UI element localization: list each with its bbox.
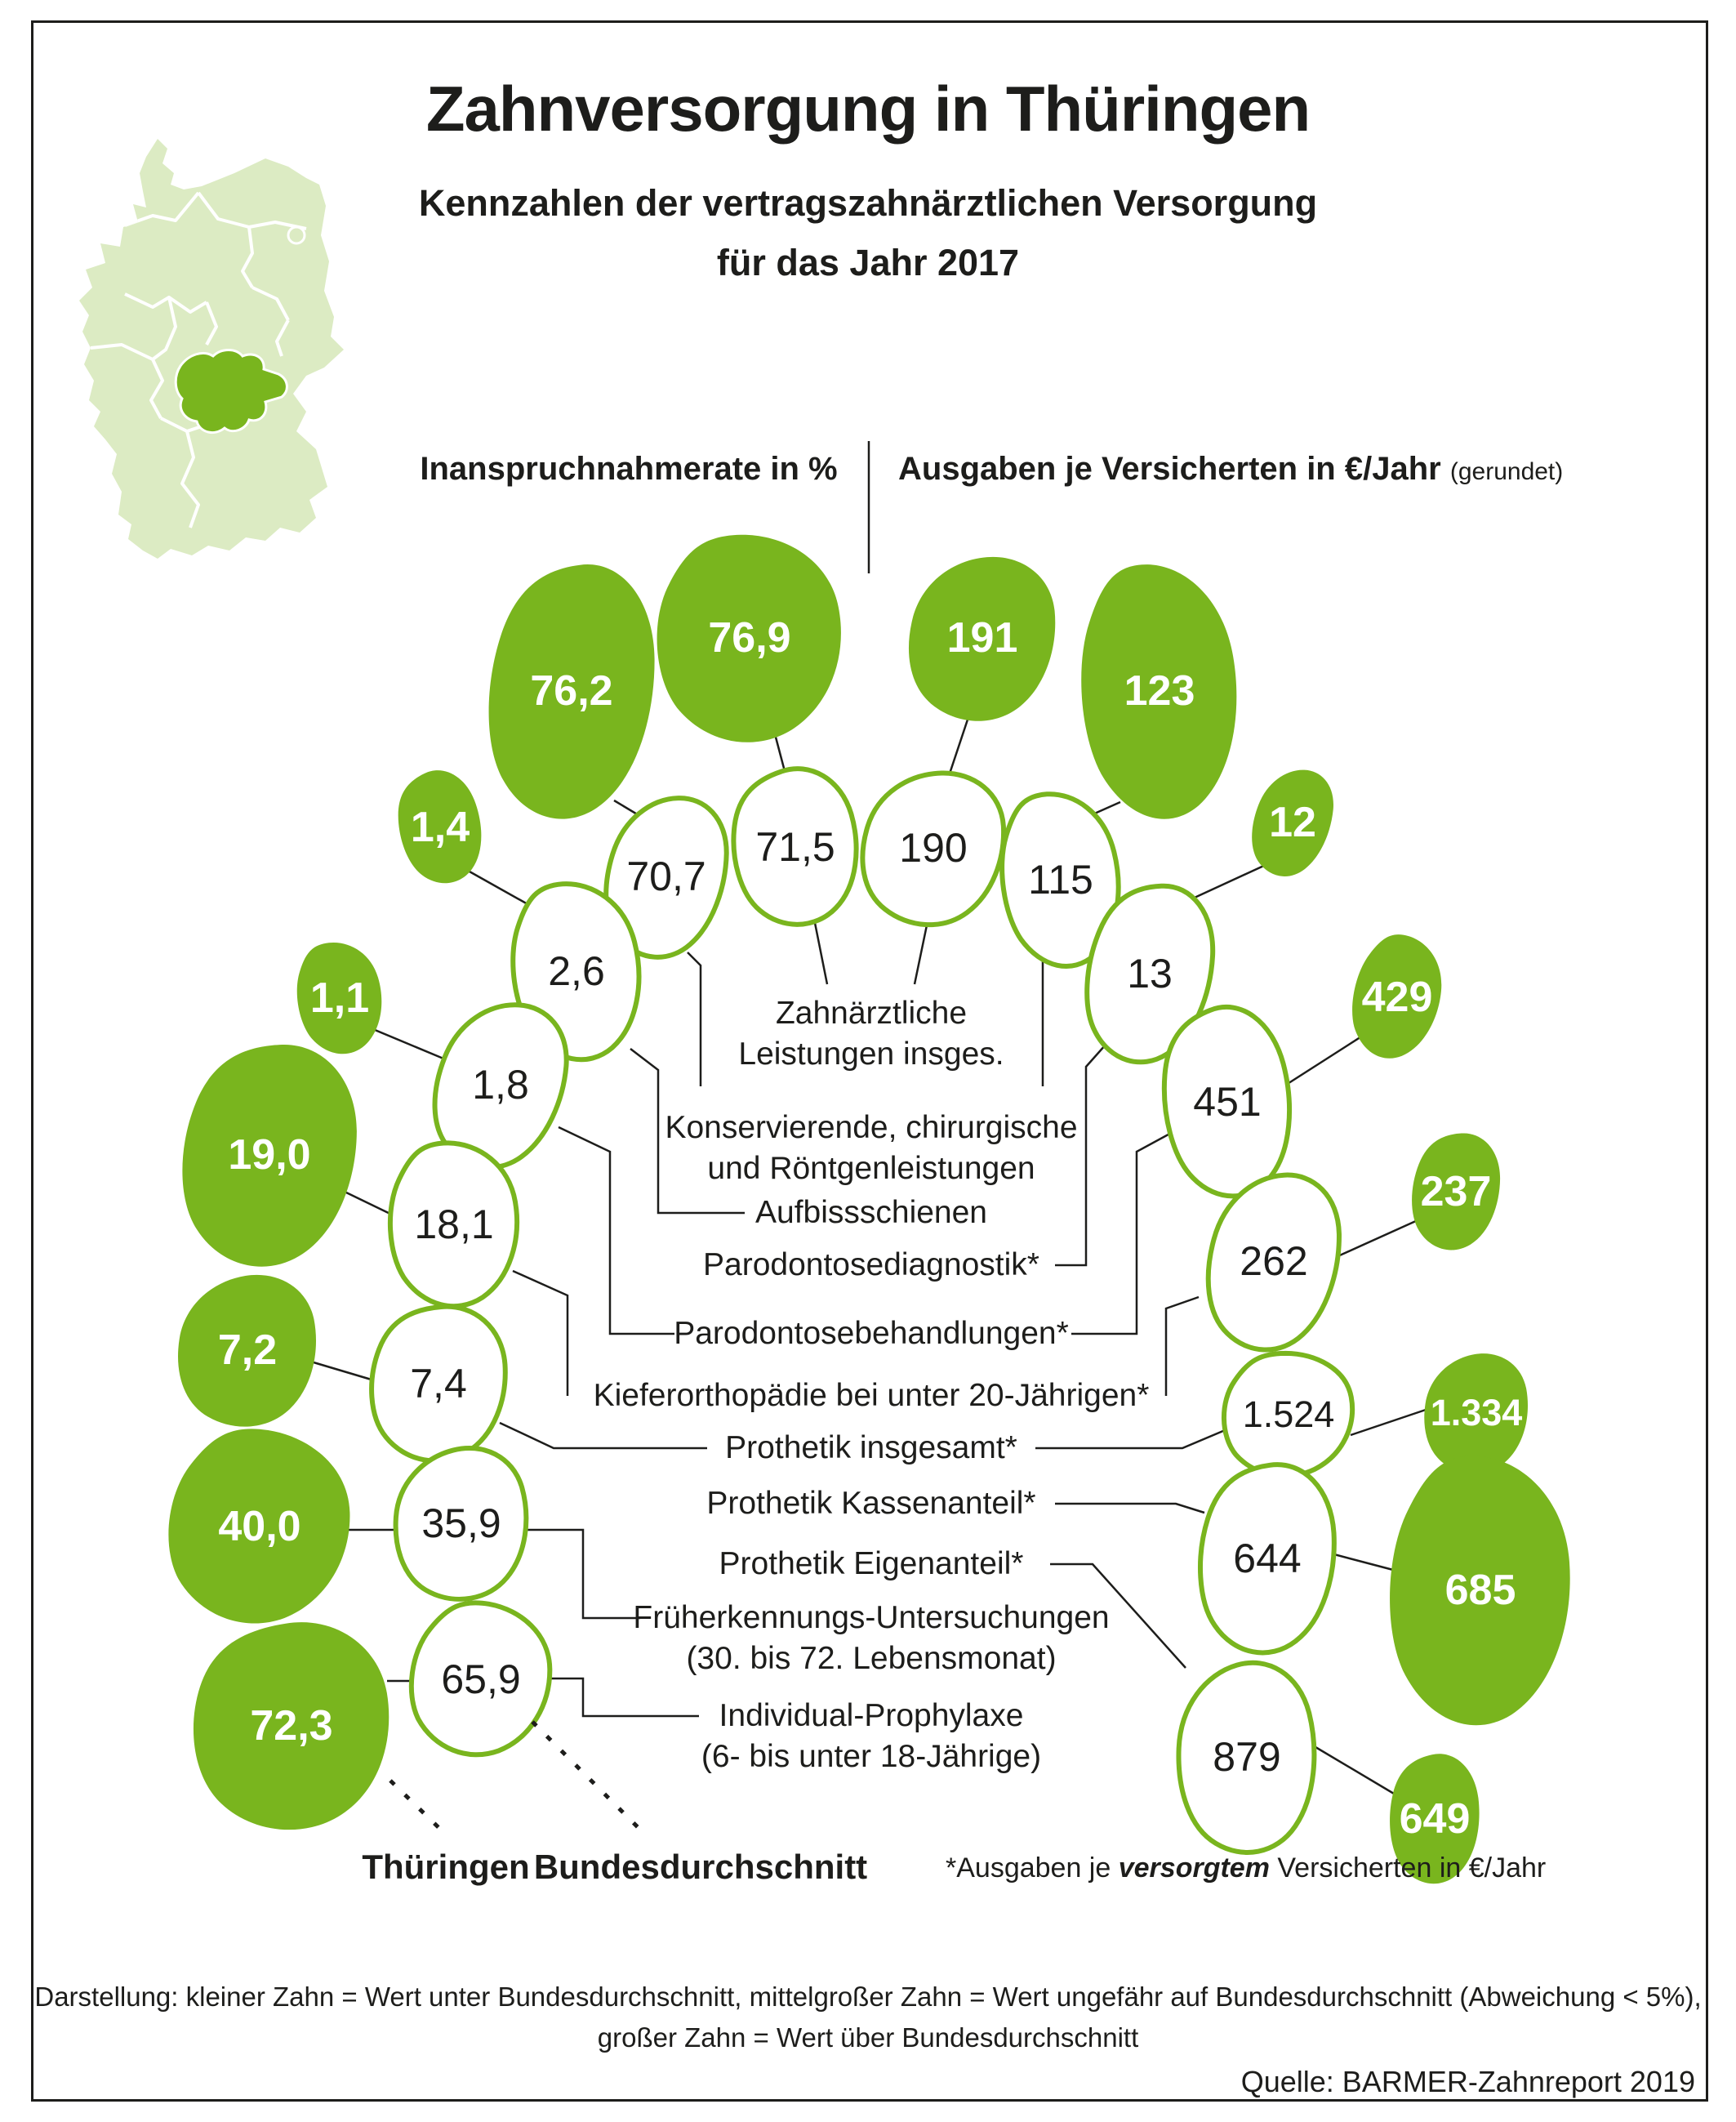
label-individualprophylaxe: Individual-Prophylaxe (6- bis unter 18-Jährige) <box>701 1698 1042 1774</box>
label-prothetik-eigenanteil: Prothetik Eigenanteil* <box>719 1546 1024 1581</box>
svg-text:191: 191 <box>946 614 1018 662</box>
svg-text:1.334: 1.334 <box>1430 1392 1523 1433</box>
label-konservierende: Konservierende, chirurgische und Röntgenleistungen <box>665 1110 1078 1186</box>
svg-text:76,2: 76,2 <box>530 667 613 715</box>
tooth-thuringia-rate-zahnaerztliche <box>646 525 852 751</box>
svg-text:2,6: 2,6 <box>548 948 605 994</box>
label-aufbissschienen: Aufbissschienen <box>754 1195 988 1230</box>
label-prothetik-insgesamt: Prothetik insgesamt* <box>725 1430 1017 1465</box>
svg-text:72,3: 72,3 <box>250 1702 333 1750</box>
column-header-cost-main: Ausgaben je Versicherten in €/Jahr <box>898 451 1441 487</box>
tooth-thuringia-cost-parodontosebehandlungen <box>1344 928 1450 1065</box>
tooth-thuringia-rate-individualprophylaxe <box>194 1622 389 1830</box>
tooth-thuringia-cost-prothetik <box>1424 1353 1528 1473</box>
svg-text:685: 685 <box>1444 1567 1516 1614</box>
tooth-bund-cost-zahnaerztliche <box>854 763 1013 934</box>
source-credit: Quelle: BARMER-Zahnreport 2019 <box>1238 2065 1698 2099</box>
svg-text:1,1: 1,1 <box>309 974 370 1022</box>
svg-text:1,4: 1,4 <box>410 804 470 851</box>
svg-text:65,9: 65,9 <box>441 1656 521 1702</box>
label-frueherkennungs: Früherkennungs-Untersuchungen (30. bis 72. Lebensmonat) <box>633 1600 1110 1676</box>
tooth-thuringia-cost-zahnaerztliche <box>902 550 1061 727</box>
svg-text:1.524: 1.524 <box>1242 1393 1335 1435</box>
column-header-cost-note: (gerundet) <box>1449 458 1564 485</box>
svg-text:649: 649 <box>1399 1795 1471 1843</box>
tooth-bund-cost-eigenanteil <box>1170 1658 1323 1858</box>
germany-outline <box>79 139 344 559</box>
svg-text:262: 262 <box>1240 1238 1308 1284</box>
page-title: Zahnversorgung in Thüringen <box>425 73 1311 145</box>
svg-text:190: 190 <box>899 825 968 871</box>
subtitle-line-2: für das Jahr 2017 <box>716 242 1020 283</box>
svg-text:71,5: 71,5 <box>755 824 835 870</box>
legend-bundesdurchschnitt: Bundesdurchschnitt <box>533 1848 868 1886</box>
label-parodontosediagnostik: Parodontosediagnostik* <box>703 1247 1039 1282</box>
tooth-bund-rate-prothetik <box>366 1300 511 1466</box>
tooth-thuringia-cost-kieferorthopaedie <box>1404 1127 1507 1256</box>
tooth-thuringia-rate-konservierende <box>477 555 665 827</box>
germany-map <box>79 139 344 559</box>
legend-thuringia: Thüringen <box>362 1848 530 1886</box>
tooth-thuringia-cost-parodontosediagnostik <box>1242 760 1342 885</box>
tooth-bund-rate-zahnaerztliche <box>723 761 866 932</box>
tooth-thuringia-rate-frueherkennungs <box>162 1424 356 1630</box>
footnote-versorgte: *Ausgaben je versorgtem Versicherten in €/Jahr <box>946 1852 1547 1883</box>
svg-text:1,8: 1,8 <box>472 1062 529 1108</box>
tooth-bund-cost-kassenanteil <box>1195 1460 1340 1657</box>
tooth-thuringia-rate-kieferorthopaedie <box>169 1032 369 1278</box>
svg-text:7,2: 7,2 <box>217 1326 278 1374</box>
svg-text:19,0: 19,0 <box>228 1131 311 1179</box>
svg-text:123: 123 <box>1124 667 1195 715</box>
tooth-thuringia-rate-parodontosebehandlungen <box>287 934 393 1062</box>
svg-text:644: 644 <box>1233 1536 1302 1581</box>
tooth-thuringia-cost-konservierende <box>1069 556 1250 827</box>
label-parodontosebehandlungen: Parodontosebehandlungen* <box>674 1316 1069 1351</box>
tooth-thuringia-rate-aufbissschienen <box>387 762 493 891</box>
svg-text:115: 115 <box>1028 857 1093 903</box>
label-prothetik-kassenanteil: Prothetik Kassenanteil* <box>706 1486 1036 1521</box>
svg-text:237: 237 <box>1420 1168 1492 1215</box>
svg-text:40,0: 40,0 <box>218 1503 301 1550</box>
tooth-bund-rate-frueherkennungs <box>389 1443 533 1604</box>
tooth-bund-rate-individualprophylaxe <box>406 1598 556 1761</box>
label-kieferorthopaedie: Kieferorthopädie bei unter 20-Jährigen* <box>593 1378 1150 1413</box>
svg-text:12: 12 <box>1269 799 1316 846</box>
svg-text:451: 451 <box>1193 1079 1262 1125</box>
svg-text:429: 429 <box>1361 974 1433 1021</box>
tooth-thuringia-cost-kassenanteil <box>1390 1456 1570 1726</box>
svg-text:76,9: 76,9 <box>708 614 791 662</box>
subtitle-line-1: Kennzahlen der vertragszahnärztlichen Versorgung <box>418 182 1318 224</box>
svg-text:7,4: 7,4 <box>410 1361 467 1406</box>
svg-text:35,9: 35,9 <box>421 1500 501 1546</box>
svg-text:70,7: 70,7 <box>626 854 706 899</box>
size-explanation: Darstellung: kleiner Zahn = Wert unter Bundesdurchschnitt, mittelgroßer Zahn = Wert ungefähr auf Bundesdurchschnitt (Abweichung < 5%), großer Zahn = Wert über Bundesdurchschnitt <box>34 1982 1702 2053</box>
tooth-thuringia-rate-prothetik <box>178 1275 316 1427</box>
svg-text:879: 879 <box>1213 1734 1281 1780</box>
column-header-rate: Inanspruchnahmerate in % <box>420 451 838 487</box>
svg-text:13: 13 <box>1127 951 1173 996</box>
tooth-bund-cost-prothetik <box>1220 1349 1357 1480</box>
label-zahnaerztliche-leistungen: Zahnärztliche Leistungen insges. <box>738 996 1004 1072</box>
svg-text:18,1: 18,1 <box>414 1201 494 1247</box>
